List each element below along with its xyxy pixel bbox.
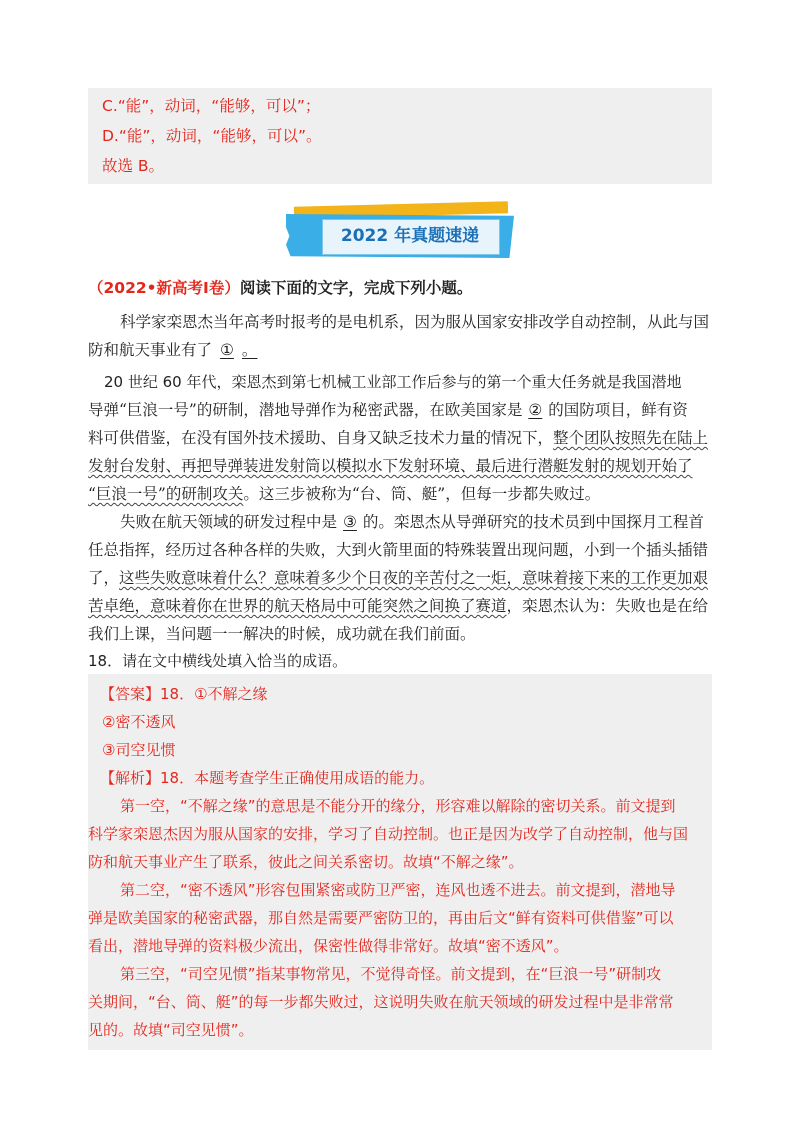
banner-title: 2022 年真题速递 [340, 226, 480, 246]
blank-1: ① [220, 341, 234, 359]
question-intro [88, 278, 472, 298]
passage-line [88, 568, 708, 588]
wavy-underlined-text: 这些失败意味着什么？意味着多少个日夜的辛苦付之一炬，意味着接下来的工作更加艰 [119, 569, 709, 587]
passage-line [88, 340, 257, 360]
passage-line [88, 400, 688, 420]
analysis-line: 第三空，“司空见惯”指某事物常见，不觉得奇怪。前文提到，在“巨浪一号”研制攻 [120, 965, 662, 983]
option-d: D.“能”，动词，“能够，可以”。 [102, 127, 322, 145]
wavy-underlined-text: 发射台发射、再把导弹装进发射筒以模拟水下发射环境、最后进行潜艇发射的规划开始了 [88, 457, 693, 475]
passage-line: 我们上课，当问题一一解决的时候，成功就在我们前面。 [88, 625, 476, 643]
passage-text: 的国防项目，鲜有资 [548, 401, 688, 419]
analysis-label: 【解析】18．本题考查学生正确使用成语的能力。 [100, 769, 435, 787]
option-c: C.“能”，动词，“能够，可以”； [102, 97, 321, 115]
passage-line: 20 世纪 60 年代，栾恩杰到第七机械工业部工作后参与的第一个重大任务就是我国潜地 [104, 373, 682, 391]
analysis-line: 关期间，“台、筒、艇”的每一步都失败过，这说明失败在航天领域的研发过程中是非常常 [88, 993, 674, 1011]
analysis-line: 看出，潜地导弹的资料极少流出，保密性做得非常好。故填“密不透风”。 [88, 937, 569, 955]
passage-text: 的。栾恩杰从导弹研究的技术员到中国探月工程首 [362, 513, 704, 531]
wavy-underlined-text: 整个团队按照先在陆上 [553, 429, 709, 447]
passage-text: 防和航天事业有了 [88, 341, 213, 359]
blank-3: ③ [343, 513, 357, 531]
analysis-line: 防和航天事业产生了联系，彼此之间关系密切。故填“不解之缘”。 [88, 853, 524, 871]
conclusion: 故选 B。 [102, 157, 165, 175]
passage-line [88, 428, 708, 448]
passage-text: 失败在航天领域的研发过程中是 [120, 513, 338, 531]
passage-text: 了， [88, 569, 120, 587]
wavy-underlined-text: “巨浪一号”的研制攻关 [88, 485, 244, 503]
answer-3: ③司空见惯 [102, 741, 176, 759]
analysis-line: 见的。故填“司空见惯”。 [88, 1021, 254, 1039]
passage-line [88, 596, 708, 616]
question-instruction: 阅读下面的文字，完成下列小题。 [239, 278, 473, 297]
blank-2: ② [528, 401, 543, 419]
answer-box [88, 674, 712, 1050]
analysis-line: 第二空，“密不透风”形容包围紧密或防卫严密，连风也透不进去。前文提到，潜地导 [120, 881, 676, 899]
analysis-line: 科学家栾恩杰因为服从国家的安排，学习了自动控制。也正是因为改学了自动控制，他与国 [88, 825, 689, 843]
passage-text: 。这三步被称为“台、筒、艇”，但每一步都失败过。 [243, 485, 601, 503]
answer-2: ②密不透风 [102, 713, 176, 731]
section-banner [286, 204, 518, 264]
passage-text: 料可供借鉴，在没有国外技术援助、自身又缺乏技术力量的情况下， [88, 429, 554, 447]
question-source: （2022•新高考Ⅰ卷） [88, 279, 240, 297]
answer-label: 【答案】18．①不解之缘 [100, 685, 268, 703]
top-answer-box [88, 88, 712, 184]
passage-text: ，栾恩杰认为：失败也是在给 [506, 597, 709, 615]
passage-line: 科学家栾恩杰当年高考时报考的是电机系，因为服从国家安排改学自动控制，从此与国 [120, 313, 710, 331]
passage-text: 。 [241, 341, 258, 359]
passage-line: 任总指挥，经历过各种各样的失败，大到火箭里面的特殊装置出现问题，小到一个插头插错 [88, 541, 709, 559]
passage-line [88, 484, 600, 504]
passage-line [120, 512, 704, 532]
analysis-line: 第一空，“不解之缘”的意思是不能分开的缘分，形容难以解除的密切关系。前文提到 [120, 797, 676, 815]
passage-text: 导弹“巨浪一号”的研制，潜地导弹作为秘密武器，在欧美国家是 [88, 401, 523, 419]
wavy-underlined-text: 苦卓绝，意味着你在世界的航天格局中可能突然之间换了赛道 [88, 597, 507, 615]
analysis-line: 弹是欧美国家的秘密武器，那自然是需要严密防卫的，再由后文“鲜有资料可供借鉴”可以 [88, 909, 674, 927]
question-18: 18．请在文中横线处填入恰当的成语。 [88, 652, 348, 670]
